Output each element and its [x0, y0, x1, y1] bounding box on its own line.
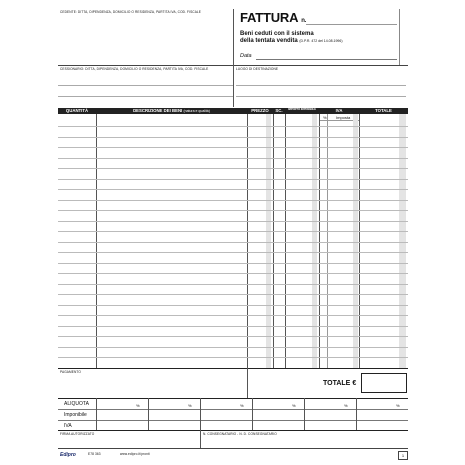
header-divider [233, 9, 234, 66]
firma-label: N. CONSEGNATARIO - N. D. CONSEGNATARIO [203, 432, 277, 436]
recipient-line-1 [58, 85, 233, 86]
vat-pct-2: % [188, 403, 192, 408]
table-row[interactable] [58, 189, 408, 190]
vat-col-line-6 [356, 398, 357, 430]
iva-row-label: IVA [64, 423, 72, 429]
col-quantita-label: QUANTITÀ [65, 108, 89, 113]
header-right-edge [399, 9, 400, 66]
payment-label: PAGAMENTO [60, 370, 81, 374]
table-row[interactable] [58, 252, 408, 253]
col-totale-label: TOTALE [375, 108, 392, 113]
col-sconto-label: SC. [275, 108, 283, 113]
col-descrizione [96, 108, 247, 114]
totale-box[interactable] [361, 373, 407, 393]
vat-table-bottom [58, 430, 408, 431]
delivery-label: LUOGO DI DESTINAZIONE [236, 67, 279, 71]
vat-col-line-1 [96, 398, 97, 430]
table-row[interactable] [58, 336, 408, 337]
subtitle-line-2: della tentata vendita [240, 38, 298, 44]
table-row[interactable] [58, 326, 408, 327]
col-prezzo-label: PREZZO [251, 108, 269, 113]
totale-text: TOTALE [323, 380, 351, 387]
table-row[interactable] [58, 357, 408, 358]
invoice-title [240, 10, 306, 25]
invoice-subtitle [240, 31, 343, 45]
table-row[interactable] [58, 158, 408, 159]
vat-pct-6: % [396, 403, 400, 408]
table-row[interactable] [58, 305, 408, 306]
col-descrizione-label: DESCRIZIONE DEI BENI [133, 108, 183, 113]
table-row[interactable] [58, 263, 408, 264]
table-row[interactable] [58, 126, 408, 127]
table-row[interactable] [58, 147, 408, 148]
table-row[interactable] [58, 179, 408, 180]
vat-col-line-2 [148, 398, 149, 430]
vat-col-line-3 [200, 398, 201, 430]
table-row[interactable] [58, 284, 408, 285]
invoice-form [58, 5, 408, 460]
recipient-line-2 [58, 96, 233, 97]
legal-reference: (D.P.R. 472 del 14.08.1996) [299, 39, 343, 43]
table-bottom-border [58, 368, 408, 369]
iva-percent-label: % [323, 115, 327, 120]
table-row[interactable] [58, 221, 408, 222]
imponibile-label: Imponibile [64, 412, 87, 418]
vat-col-line-4 [252, 398, 253, 430]
footer-divider [247, 368, 248, 398]
aliquota-label: ALIQUOTA [64, 401, 89, 407]
delivery-line-2 [236, 96, 406, 97]
table-row[interactable] [58, 231, 408, 232]
website: www.edipro.it/pronti [120, 452, 150, 456]
iva-imposta-label: Imposta [336, 115, 351, 120]
vat-pct-1: % [136, 403, 140, 408]
sender-label: CEDENTE: DITTA, DIPENDENZA, DOMICILIO O RESIDENZA, PARTITA IVA, COD. FISCALE [60, 10, 202, 14]
vat-pct-3: % [240, 403, 244, 408]
vat-pct-4: % [292, 403, 296, 408]
table-row[interactable] [58, 137, 408, 138]
vat-pct-5: % [344, 403, 348, 408]
product-code: E78 363 [88, 452, 101, 456]
table-row[interactable] [58, 168, 408, 169]
table-row[interactable] [58, 315, 408, 316]
invoice-number-line [306, 24, 397, 25]
brand-logo: Edipro [60, 452, 76, 458]
page-number: 1 [398, 451, 408, 460]
recipient-label: CESSIONARIO: DITTA, DIPENDENZA, DOMICILIO O RESIDENZA, PARTITA IVA, COD. FISCALE [60, 67, 209, 71]
subtitle-line-1: Beni ceduti con il sistema [240, 31, 314, 37]
table-row[interactable] [58, 210, 408, 211]
currency-symbol: € [352, 380, 357, 387]
signature-bottom [58, 448, 408, 449]
table-row[interactable] [58, 294, 408, 295]
invoice-number-label: n. [301, 18, 307, 24]
col-importo-label: IMPORTO IMPONIBILE [288, 108, 316, 111]
table-row[interactable] [58, 242, 408, 243]
delivery-line-1 [236, 85, 406, 86]
totale-label [323, 380, 356, 387]
signature-divider [200, 430, 201, 448]
date-label: Data [240, 53, 252, 59]
table-row[interactable] [58, 200, 408, 201]
vat-col-line-5 [304, 398, 305, 430]
col-quantita [58, 108, 96, 114]
col-sconto [273, 108, 285, 114]
date-field[interactable] [256, 59, 397, 60]
table-row[interactable] [58, 273, 408, 274]
table-row[interactable] [58, 347, 408, 348]
invoice-title-text: FATTURA [240, 10, 298, 25]
vettore-label: FIRMA AUTORIZZATO [60, 432, 95, 436]
col-descrizione-note: (natura e qualità) [183, 109, 210, 113]
recipient-divider [233, 65, 234, 107]
col-iva-label: IVA [335, 108, 343, 113]
